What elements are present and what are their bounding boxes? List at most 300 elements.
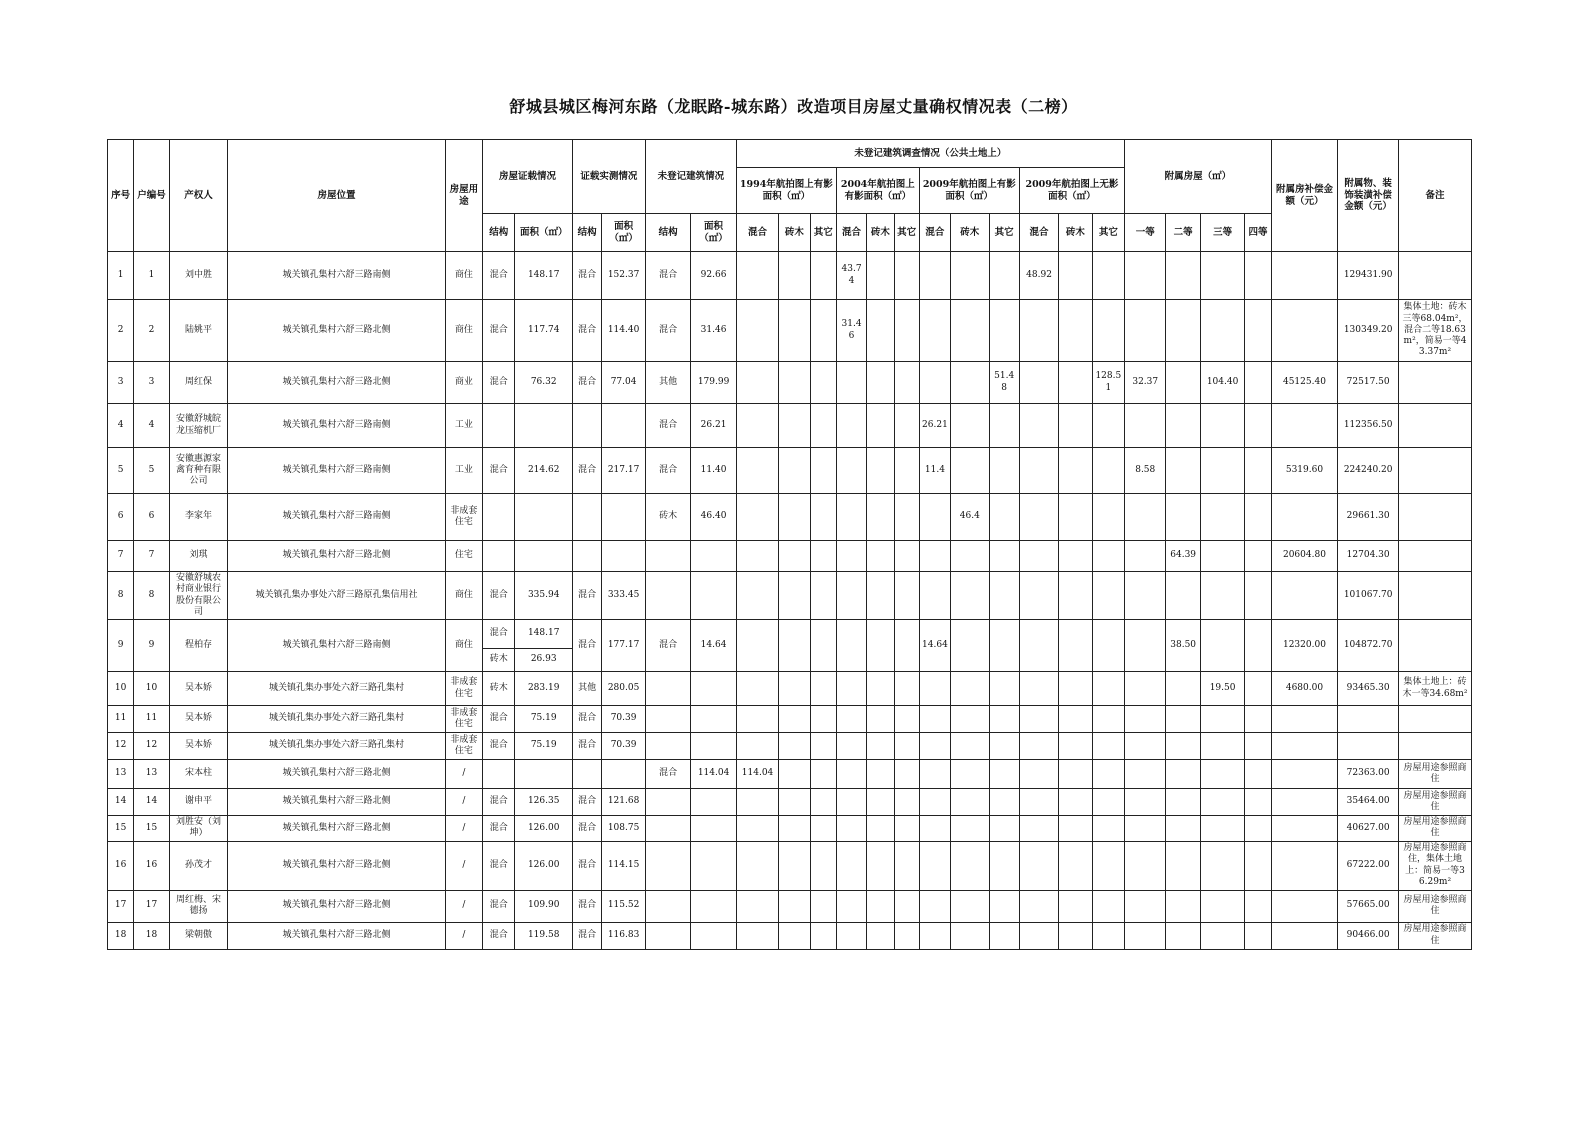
cell-a04-h (836, 620, 866, 672)
cell-note (1398, 706, 1471, 733)
cell-b09-h (1019, 789, 1058, 816)
table-row (108, 816, 1472, 842)
cell-a09-q (989, 816, 1019, 842)
cell-meas-a: 114.15 (602, 841, 645, 890)
cell-a04-z (867, 362, 894, 404)
cell-g3 (1200, 572, 1244, 620)
cell-b09-z (1059, 494, 1092, 541)
header-2009b: 2009年航拍图上无影面积（㎡） (1019, 168, 1124, 214)
cell-unreg-s (645, 572, 690, 620)
cell-cert-a: 126.00 (515, 816, 573, 842)
header-seq: 序号 (108, 140, 134, 252)
header-area: 面积（㎡） (602, 214, 645, 252)
cell-cert-a: 117.74 (515, 300, 573, 362)
cell-location: 城关镇孔集村六舒三路南侧 (228, 494, 445, 541)
cell-dec: 112356.50 (1338, 404, 1399, 448)
cell-a04-h (836, 841, 866, 890)
cell-g2 (1166, 362, 1200, 404)
table-row (108, 448, 1472, 494)
cell-b09-z (1059, 362, 1092, 404)
header-area: 面积（㎡） (691, 214, 737, 252)
header-location: 房屋位置 (228, 140, 445, 252)
cell-meas-a (602, 541, 645, 572)
cell-g2 (1166, 841, 1200, 890)
cell-a94-h (736, 494, 778, 541)
cell-b09-z (1059, 733, 1092, 760)
cell-usage: 工业 (445, 448, 482, 494)
cell-unreg-a (691, 789, 737, 816)
cell-usage: 商住 (445, 572, 482, 620)
cell-b09-z (1059, 300, 1092, 362)
cell-unreg-s (645, 841, 690, 890)
cell-owner: 刘中胜 (169, 252, 228, 300)
cell-usage: 非成套住宅 (445, 494, 482, 541)
cell-unreg-a: 92.66 (691, 252, 737, 300)
cell-a94-q (810, 404, 836, 448)
cell-a94-z (779, 404, 810, 448)
cell-meas-a: 77.04 (602, 362, 645, 404)
cell-meas-s: 混合 (573, 362, 602, 404)
cell-a94-h (736, 404, 778, 448)
cell-att (1271, 404, 1338, 448)
cell-a94-h (736, 541, 778, 572)
cell-no: 7 (134, 541, 169, 572)
cell-g2: 64.39 (1166, 541, 1200, 572)
cell-a09-h (919, 706, 950, 733)
cell-usage: 商住 (445, 252, 482, 300)
cell-b09-h (1019, 300, 1058, 362)
cell-b09-z (1059, 706, 1092, 733)
header-zhuanmu: 砖木 (1059, 214, 1092, 252)
cell-location: 城关镇孔集村六舒三路北侧 (228, 300, 445, 362)
header-grade2: 二等 (1166, 214, 1200, 252)
cell-att: 5319.60 (1271, 448, 1338, 494)
cell-a04-h (836, 706, 866, 733)
cell-a94-h (736, 620, 778, 672)
cell-a04-z (867, 789, 894, 816)
cell-location: 城关镇孔集村六舒三路北侧 (228, 922, 445, 949)
cell-a09-h (919, 252, 950, 300)
cell-cert-a: 76.32 (515, 362, 573, 404)
cell-g1 (1125, 541, 1166, 572)
cell-dec: 224240.20 (1338, 448, 1399, 494)
cell-dec: 29661.30 (1338, 494, 1399, 541)
table-row (108, 404, 1472, 448)
cell-a94-q (810, 362, 836, 404)
cell-no: 1 (134, 252, 169, 300)
cell-cert-a: 126.00 (515, 841, 573, 890)
cell-b09-h (1019, 541, 1058, 572)
cell-g1 (1125, 252, 1166, 300)
header-attached: 附属房屋（㎡） (1125, 140, 1272, 214)
cell-a04-h (836, 448, 866, 494)
cell-cert-s: 砖木 (483, 672, 515, 706)
cell-meas-a: 121.68 (602, 789, 645, 816)
cell-g1 (1125, 404, 1166, 448)
cell-location: 城关镇孔集办事处六舒三路孔集村 (228, 672, 445, 706)
cell-a04-q (894, 300, 919, 362)
cell-a09-z (951, 816, 989, 842)
cell-b09-h (1019, 760, 1058, 789)
cell-usage: / (445, 841, 482, 890)
table-row (108, 494, 1472, 541)
cell-att (1271, 706, 1338, 733)
table-row (108, 706, 1472, 733)
cell-cert-a (515, 494, 573, 541)
cell-no: 3 (134, 362, 169, 404)
cell-owner: 吴本娇 (169, 733, 228, 760)
cell-a94-q (810, 841, 836, 890)
header-owner: 产权人 (169, 140, 228, 252)
cell-b09-h (1019, 404, 1058, 448)
cell-meas-s (573, 760, 602, 789)
cell-owner: 安徽舒城皖龙压缩机厂 (169, 404, 228, 448)
cell-location: 城关镇孔集村六舒三路北侧 (228, 816, 445, 842)
header-remarks: 备注 (1398, 140, 1471, 252)
cell-seq: 1 (108, 252, 134, 300)
cell-a94-z (779, 448, 810, 494)
cell-g2 (1166, 733, 1200, 760)
cell-a09-q (989, 733, 1019, 760)
cell-unreg-a: 26.21 (691, 404, 737, 448)
header-attached-comp: 附属房补偿金额（元） (1271, 140, 1338, 252)
table-row (108, 541, 1472, 572)
cell-unreg-s (645, 890, 690, 922)
cell-unreg-s (645, 789, 690, 816)
cell-a94-h (736, 816, 778, 842)
header-measured: 证载实测情况 (573, 140, 646, 214)
cell-no: 14 (134, 789, 169, 816)
cell-note: 集体土地上：砖木一等34.68m² (1398, 672, 1471, 706)
cell-a09-h (919, 362, 950, 404)
header-zhuanmu: 砖木 (867, 214, 894, 252)
cell-a94-z (779, 890, 810, 922)
cell-g3 (1200, 404, 1244, 448)
cell-a94-q (810, 672, 836, 706)
cell-a09-q (989, 841, 1019, 890)
cell-b09-z (1059, 572, 1092, 620)
cell-note: 房屋用途参照商住 (1398, 922, 1471, 949)
cell-a94-h (736, 448, 778, 494)
cell-a09-q (989, 252, 1019, 300)
cell-location: 城关镇孔集办事处六舒三路孔集村 (228, 733, 445, 760)
cell-unreg-s (645, 922, 690, 949)
cell-g1 (1125, 300, 1166, 362)
cell-cert-s (483, 404, 515, 448)
cell-g3: 19.50 (1200, 672, 1244, 706)
header-1994: 1994年航拍图上有影面积（㎡） (736, 168, 836, 214)
cell-dec (1338, 733, 1399, 760)
cell-b09-z (1059, 922, 1092, 949)
cell-a94-h (736, 890, 778, 922)
cell-g2 (1166, 300, 1200, 362)
header-area: 面积（㎡） (515, 214, 573, 252)
cell-unreg-s: 混合 (645, 620, 690, 672)
cell-a04-h (836, 672, 866, 706)
cell-meas-s: 混合 (573, 572, 602, 620)
cell-location: 城关镇孔集村六舒三路北侧 (228, 890, 445, 922)
cell-b09-h: 48.92 (1019, 252, 1058, 300)
cell-owner: 陆姚平 (169, 300, 228, 362)
cell-cert-a (515, 760, 573, 789)
cell-seq: 8 (108, 572, 134, 620)
cell-a04-q (894, 572, 919, 620)
cell-att (1271, 733, 1338, 760)
cell-a09-h: 11.4 (919, 448, 950, 494)
cell-g2 (1166, 404, 1200, 448)
cell-meas-s: 混合 (573, 620, 602, 672)
cell-location: 城关镇孔集村六舒三路南侧 (228, 620, 445, 672)
cell-a94-h (736, 362, 778, 404)
cell-b09-z (1059, 672, 1092, 706)
cell-a04-h (836, 572, 866, 620)
cell-meas-a (602, 760, 645, 789)
cell-b09-q (1092, 890, 1124, 922)
cell-unreg-a (691, 890, 737, 922)
cell-note (1398, 404, 1471, 448)
cell-a94-q (810, 252, 836, 300)
cell-a94-z (779, 300, 810, 362)
cell-a04-z (867, 760, 894, 789)
cell-g2 (1166, 890, 1200, 922)
cell-cert-s: 混合 (483, 789, 515, 816)
cell-usage: 住宅 (445, 541, 482, 572)
cell-usage: / (445, 760, 482, 789)
cell-a94-z (779, 789, 810, 816)
cell-b09-h (1019, 448, 1058, 494)
cell-g1 (1125, 789, 1166, 816)
cell-cert-a: 214.62 (515, 448, 573, 494)
cell-unreg-s (645, 541, 690, 572)
cell-a04-h: 43.74 (836, 252, 866, 300)
cell-cert-s: 混合 (483, 922, 515, 949)
cell-a09-h (919, 922, 950, 949)
cell-att (1271, 252, 1338, 300)
cell-a09-h (919, 816, 950, 842)
cell-b09-q: 128.51 (1092, 362, 1124, 404)
cell-meas-a: 114.40 (602, 300, 645, 362)
cell-usage: / (445, 789, 482, 816)
cell-no: 6 (134, 494, 169, 541)
cell-g1 (1125, 672, 1166, 706)
cell-g3 (1200, 816, 1244, 842)
cell-seq: 17 (108, 890, 134, 922)
cell-note (1398, 362, 1471, 404)
cell-note (1398, 252, 1471, 300)
cell-b09-h (1019, 922, 1058, 949)
cell-no: 16 (134, 841, 169, 890)
cell-meas-a: 152.37 (602, 252, 645, 300)
cell-a94-q (810, 620, 836, 672)
cell-location: 城关镇孔集村六舒三路北侧 (228, 760, 445, 789)
cell-note: 集体土地：砖木三等68.04m²，混合二等18.63m²，简易一等43.37m² (1398, 300, 1471, 362)
cell-b09-z (1059, 890, 1092, 922)
cell-a09-q (989, 760, 1019, 789)
cell-unreg-a: 114.04 (691, 760, 737, 789)
cell-seq: 9 (108, 620, 134, 672)
cell-cert-a: 148.17 (515, 620, 573, 649)
header-grade4: 四等 (1245, 214, 1271, 252)
cell-unreg-s (645, 733, 690, 760)
cell-b09-h (1019, 672, 1058, 706)
cell-usage: / (445, 890, 482, 922)
cell-meas-a: 116.83 (602, 922, 645, 949)
cell-g2 (1166, 494, 1200, 541)
cell-a04-q (894, 448, 919, 494)
cell-a04-z (867, 816, 894, 842)
cell-a09-h (919, 572, 950, 620)
cell-no: 12 (134, 733, 169, 760)
cell-seq: 14 (108, 789, 134, 816)
cell-dec: 90466.00 (1338, 922, 1399, 949)
cell-owner: 孙茂才 (169, 841, 228, 890)
cell-g1 (1125, 890, 1166, 922)
cell-a94-z (779, 733, 810, 760)
header-grade3: 三等 (1200, 214, 1244, 252)
cell-meas-a: 70.39 (602, 706, 645, 733)
cell-a94-q (810, 541, 836, 572)
header-decor-comp: 附属物、装饰装潢补偿金额（元） (1338, 140, 1399, 252)
cell-a09-h (919, 672, 950, 706)
cell-a94-q (810, 816, 836, 842)
cell-seq: 11 (108, 706, 134, 733)
cell-b09-q (1092, 404, 1124, 448)
cell-g3 (1200, 300, 1244, 362)
cell-dec: 104872.70 (1338, 620, 1399, 672)
cell-unreg-a: 46.40 (691, 494, 737, 541)
cell-b09-q (1092, 816, 1124, 842)
header-hunhe: 混合 (736, 214, 778, 252)
cell-owner: 梁朝傲 (169, 922, 228, 949)
cell-b09-q (1092, 252, 1124, 300)
cell-seq: 6 (108, 494, 134, 541)
header-zhuanmu: 砖木 (779, 214, 810, 252)
cell-a04-h (836, 733, 866, 760)
cell-cert-a: 109.90 (515, 890, 573, 922)
cell-location: 城关镇孔集村六舒三路北侧 (228, 841, 445, 890)
cell-a94-h (736, 706, 778, 733)
cell-seq: 5 (108, 448, 134, 494)
cell-meas-s: 混合 (573, 890, 602, 922)
cell-a04-q (894, 494, 919, 541)
cell-a09-z (951, 541, 989, 572)
cell-g1 (1125, 922, 1166, 949)
cell-b09-z (1059, 789, 1092, 816)
cell-b09-q (1092, 760, 1124, 789)
cell-a09-h: 26.21 (919, 404, 950, 448)
cell-seq: 10 (108, 672, 134, 706)
cell-owner: 安徽惠源家禽育种有限公司 (169, 448, 228, 494)
cell-a09-h (919, 760, 950, 789)
cell-cert-a2: 26.93 (515, 649, 573, 672)
cell-unreg-a (691, 841, 737, 890)
cell-a04-z (867, 494, 894, 541)
cell-a04-q (894, 672, 919, 706)
cell-owner: 李家年 (169, 494, 228, 541)
cell-g4 (1245, 760, 1271, 789)
cell-b09-z (1059, 252, 1092, 300)
cell-meas-a: 333.45 (602, 572, 645, 620)
cell-unreg-a: 11.40 (691, 448, 737, 494)
table-row (108, 362, 1472, 404)
cell-a09-z (951, 890, 989, 922)
table-row (108, 672, 1472, 706)
cell-a09-z (951, 620, 989, 672)
cell-a94-z (779, 922, 810, 949)
cell-a09-z (951, 789, 989, 816)
cell-g3 (1200, 620, 1244, 672)
cell-a09-q (989, 572, 1019, 620)
header-2004: 2004年航拍图上有影面积（㎡） (836, 168, 919, 214)
cell-g2 (1166, 760, 1200, 789)
cell-meas-s: 混合 (573, 816, 602, 842)
cell-a09-z (951, 760, 989, 789)
table-row (108, 620, 1472, 649)
cell-unreg-s: 混合 (645, 300, 690, 362)
cell-no: 15 (134, 816, 169, 842)
cell-a09-z (951, 922, 989, 949)
cell-a94-h (736, 672, 778, 706)
cell-a09-z (951, 300, 989, 362)
cell-a04-z (867, 572, 894, 620)
cell-owner: 刘琪 (169, 541, 228, 572)
cell-usage: 非成套住宅 (445, 672, 482, 706)
cell-a04-z (867, 300, 894, 362)
cell-unreg-s (645, 706, 690, 733)
cell-a94-h (736, 300, 778, 362)
cell-meas-s: 混合 (573, 922, 602, 949)
cell-g4 (1245, 404, 1271, 448)
cell-unreg-a (691, 541, 737, 572)
cell-meas-s (573, 494, 602, 541)
header-2009a: 2009年航拍图上有影面积（㎡） (919, 168, 1019, 214)
cell-meas-s: 混合 (573, 789, 602, 816)
cell-a94-h (736, 252, 778, 300)
cell-dec: 72363.00 (1338, 760, 1399, 789)
cell-unreg-s: 混合 (645, 252, 690, 300)
cell-a04-q (894, 706, 919, 733)
cell-note: 房屋用途参照商住 (1398, 890, 1471, 922)
cell-a94-q (810, 300, 836, 362)
cell-b09-h (1019, 890, 1058, 922)
cell-b09-h (1019, 620, 1058, 672)
cell-unreg-s: 砖木 (645, 494, 690, 541)
cell-g3 (1200, 252, 1244, 300)
cell-g4 (1245, 300, 1271, 362)
cell-b09-q (1092, 494, 1124, 541)
table-row (108, 841, 1472, 890)
cell-a94-h (736, 922, 778, 949)
cell-b09-q (1092, 572, 1124, 620)
cell-meas-a: 217.17 (602, 448, 645, 494)
cell-seq: 4 (108, 404, 134, 448)
cell-g3 (1200, 733, 1244, 760)
cell-g1 (1125, 572, 1166, 620)
cell-dec: 57665.00 (1338, 890, 1399, 922)
header-household-no: 户编号 (134, 140, 169, 252)
cell-unreg-s: 其他 (645, 362, 690, 404)
header-usage: 房屋用途 (445, 140, 482, 252)
cell-a04-z (867, 672, 894, 706)
cell-b09-q (1092, 541, 1124, 572)
cell-g1 (1125, 620, 1166, 672)
cell-cert-s: 混合 (483, 572, 515, 620)
cell-a04-q (894, 841, 919, 890)
cell-note (1398, 620, 1471, 672)
cell-unreg-s: 混合 (645, 760, 690, 789)
cell-cert-s: 混合 (483, 362, 515, 404)
cell-g3 (1200, 541, 1244, 572)
